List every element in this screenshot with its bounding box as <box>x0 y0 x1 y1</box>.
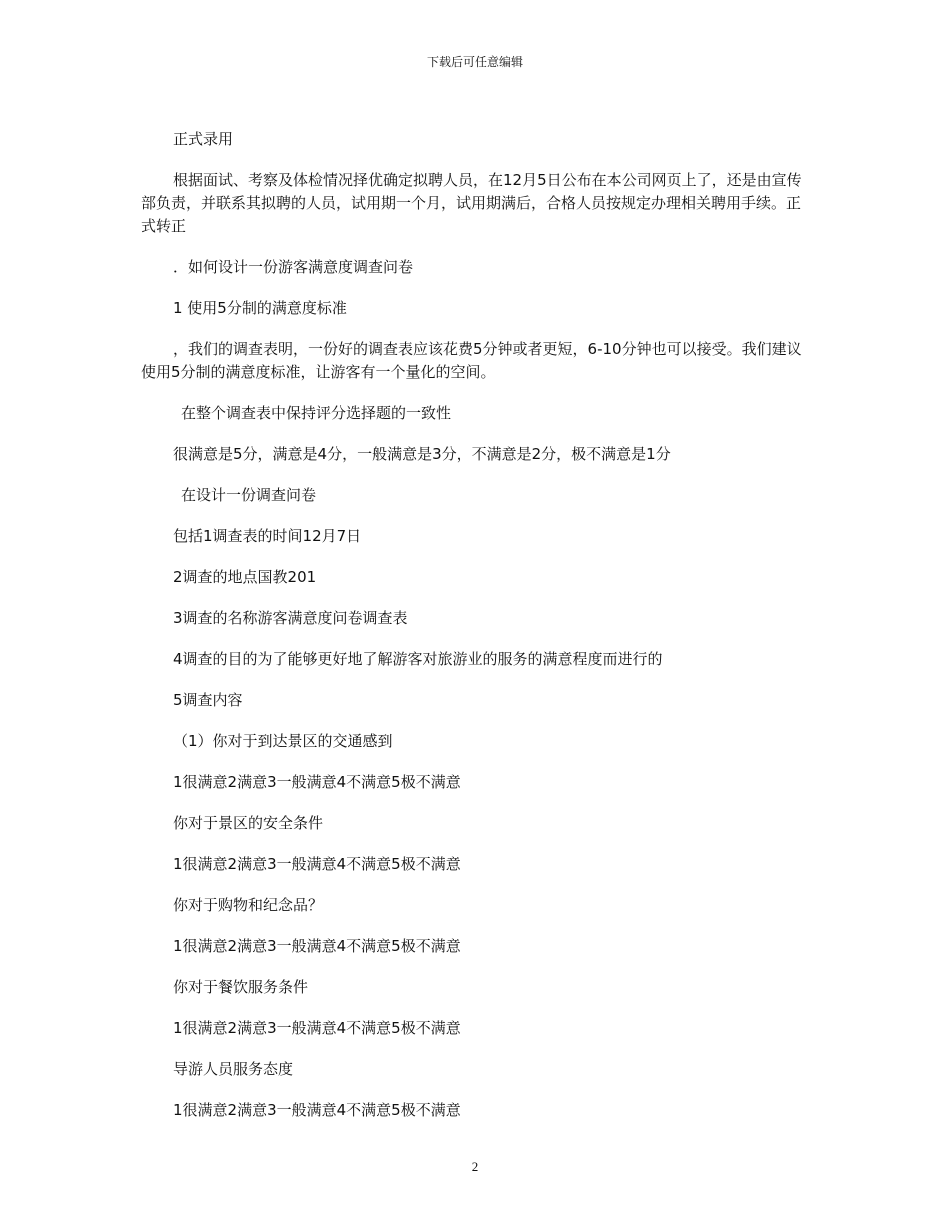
paragraph: 很满意是5分，满意是4分，一般满意是3分，不满意是2分，极不满意是1分 <box>173 445 671 463</box>
paragraph: 5调查内容 <box>173 691 243 709</box>
document-body <box>141 128 811 1140</box>
rating-options: 1很满意2满意3一般满意4不满意5极不满意 <box>173 773 461 791</box>
paragraph: 你对于餐饮服务条件 <box>173 978 309 996</box>
page-header-note: 下载后可任意编辑 <box>426 55 523 69</box>
paragraph: 包括1调查表的时间12月7日 <box>173 527 362 545</box>
paragraph: 2调查的地点国教201 <box>173 568 317 586</box>
paragraph: 4调查的目的为了能够更好地了解游客对旅游业的服务的满意程度而进行的 <box>173 650 663 668</box>
paragraph: ，我们的调查表明，一份好的调查表应该花费5分钟或者更短，6-10分钟也可以接受。我们建议使用5分制的满意度标准，让游客有一个量化的空间。 <box>141 340 802 381</box>
paragraph: 在设计一份调查问卷 <box>181 486 317 504</box>
rating-options: 1很满意2满意3一般满意4不满意5极不满意 <box>173 855 461 873</box>
page-number: 2 <box>471 1159 479 1174</box>
rating-options: 1很满意2满意3一般满意4不满意5极不满意 <box>173 1019 461 1037</box>
paragraph: 你对于景区的安全条件 <box>173 814 324 832</box>
paragraph: 1 使用5分制的满意度标准 <box>173 299 347 317</box>
paragraph: ．如何设计一份游客满意度调查问卷 <box>173 258 414 276</box>
paragraph: （1）你对于到达景区的交通感到 <box>173 732 393 750</box>
paragraph: 根据面试、考察及体检情况择优确定拟聘人员，在12月5日公布在本公司网页上了，还是由宣传部负责，并联系其拟聘的人员，试用期一个月，试用期满后，合格人员按规定办理相关聘用手续。正式转正 <box>141 171 802 235</box>
paragraph: 正式录用 <box>173 130 234 148</box>
rating-options: 1很满意2满意3一般满意4不满意5极不满意 <box>173 937 461 955</box>
paragraph: 3调查的名称游客满意度问卷调查表 <box>173 609 408 627</box>
paragraph: 导游人员服务态度 <box>173 1060 294 1078</box>
rating-options: 1很满意2满意3一般满意4不满意5极不满意 <box>173 1101 461 1119</box>
paragraph: 在整个调查表中保持评分选择题的一致性 <box>181 404 452 422</box>
paragraph: 你对于购物和纪念品？ <box>173 896 324 914</box>
